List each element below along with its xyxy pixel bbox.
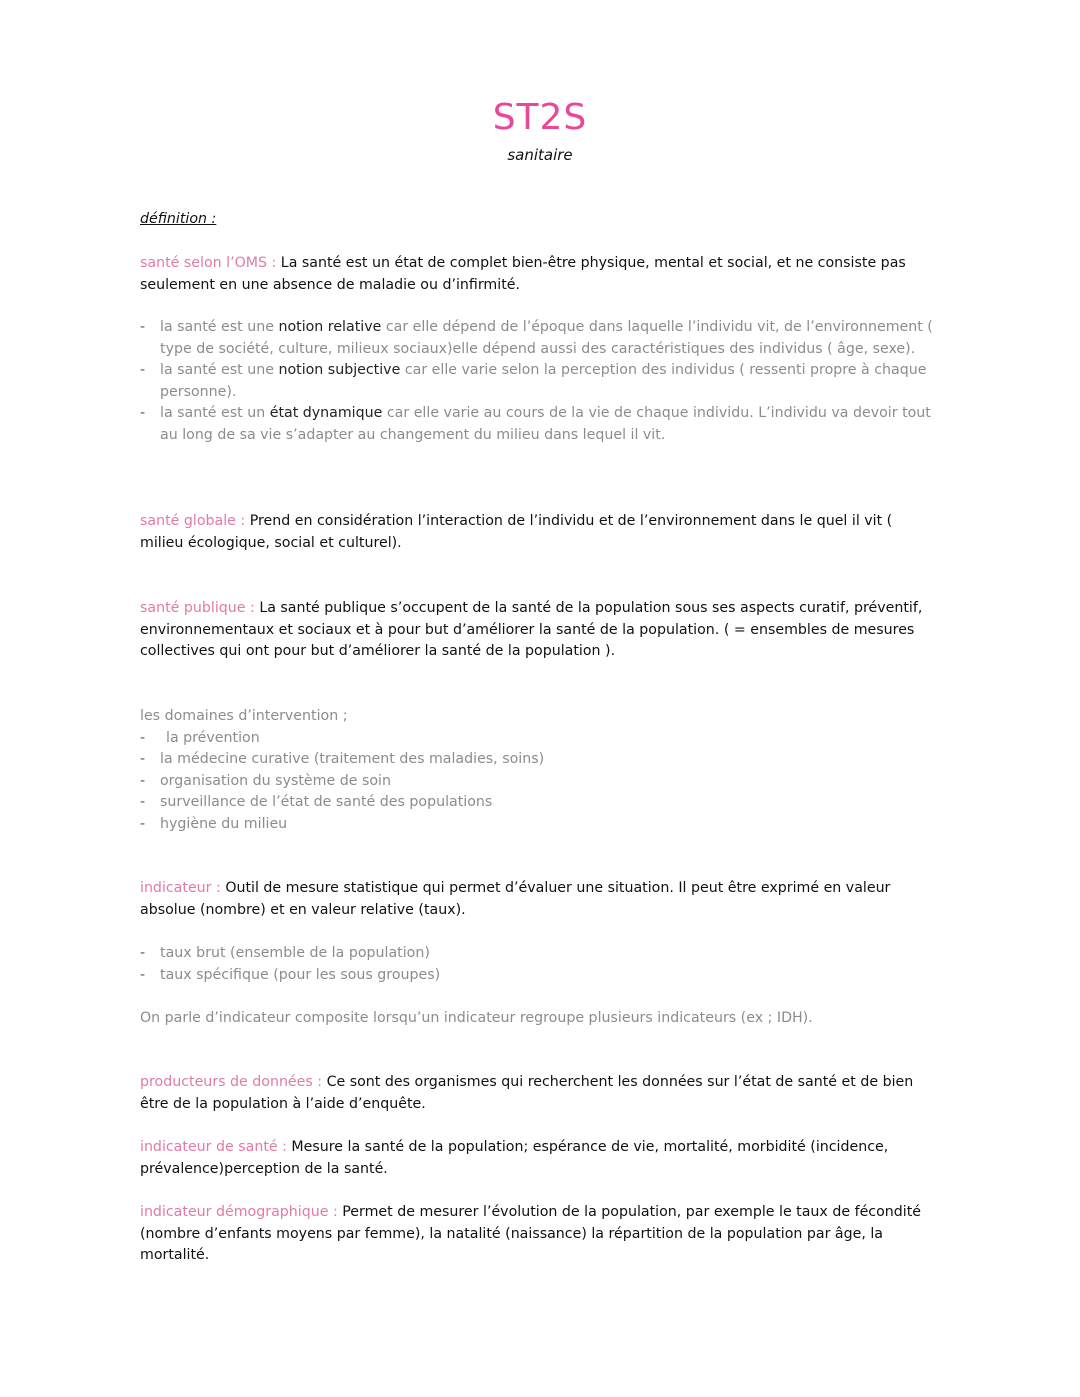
list-item: - la santé est une notion relative car elle dépend de l’époque dans laquelle l’individu vit, de l’environnement ( type de société, culture, milieux sociaux)elle dépend aussi des caractéristiques des individus ( âge, sexe). [140,317,940,360]
page-subtitle: sanitaire [507,146,573,164]
list-item: - taux brut (ensemble de la population) [140,943,940,965]
definition-oms [140,253,940,296]
definition-text: La santé est un état de complet bien-être physique, mental et social, et ne consiste pas seulement en une absence de maladie ou d’infirmité. [140,255,906,293]
definition-indicateur-sante: indicateur de santé : Mesure la santé de la population; espérance de vie, mortalité, morbidité (incidence, prévalence)perception de la santé. [140,1139,889,1177]
page-title: ST2S [492,97,588,138]
taux-list [140,943,940,986]
section-heading: définition : [140,211,217,227]
list-item: - la santé est une notion subjective car elle varie selon la perception des individus ( ressenti propre à chaque personne). [140,360,940,403]
list-item: - taux spécifique (pour les sous groupes) [140,965,940,987]
definition-indicateur: indicateur : Outil de mesure statistique qui permet d’évaluer une situation. Il peut être exprimé en valeur absolue (nombre) et en valeur relative (taux). [140,880,891,918]
list-item: - la santé est un état dynamique car elle varie au cours de la vie de chaque individu. L’individu va devoir tout au long de sa vie s’adapter au changement du milieu dans lequel il vit. [140,403,940,446]
list-item: - organisation du système de soin [140,771,940,793]
list-item: - la prévention [140,728,940,750]
composite-note: On parle d’indicateur composite lorsqu’un indicateur regroupe plusieurs indicateurs (ex ; IDH). [140,1010,813,1026]
definition-indicateur-demographique: indicateur démographique : Permet de mesurer l’évolution de la population, par exemple le taux de fécondité (nombre d’enfants moyens par femme), la natalité (naissance) la répartition de la population par âge, la mortalité. [140,1204,922,1264]
list-item: - la médecine curative (traitement des maladies, soins) [140,749,940,771]
list-item: - surveillance de l’état de santé des populations [140,792,940,814]
list-item: - hygiène du milieu [140,814,940,836]
domaines-intervention [140,706,940,836]
term-label: santé selon l’OMS : [140,255,277,271]
definition-sante-publique: santé publique : La santé publique s’occupent de la santé de la population sous ses aspects curatif, préventif, environnementaux et sociaux et à pour but d’améliorer la santé de la population. ( = ensembles de mesures collectives qui ont pour but d’améliorer la santé de la population ). [140,600,923,660]
domaines-heading: les domaines d’intervention ; [140,708,348,724]
definition-producteurs: producteurs de données : Ce sont des organismes qui recherchent les données sur l’état de santé et de bien être de la population à l’aide d’enquête. [140,1074,914,1112]
definition-sante-globale: santé globale : Prend en considération l’interaction de l’individu et de l’environnement dans le quel il vit ( milieu écologique, social et culturel). [140,513,893,551]
oms-bullets [140,317,940,447]
